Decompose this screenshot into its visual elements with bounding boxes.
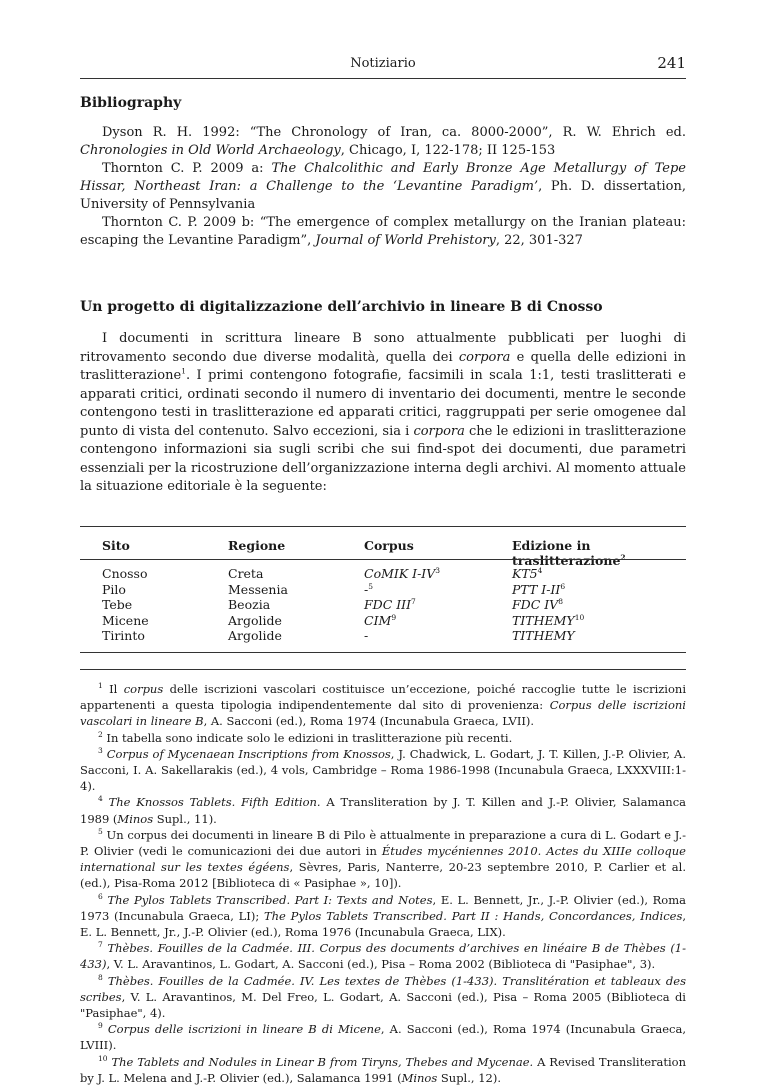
table-cell: Micene — [102, 612, 149, 628]
table-cell: Tebe — [102, 597, 133, 612]
table-top-rule — [80, 526, 686, 527]
table-cell: Argolide — [228, 628, 282, 643]
table-cell: TITHEMY — [512, 628, 575, 643]
footnote: $^3$ Corpus of Mycenaean Inscriptions from Knossos, J. Chadwick, L. Godart, J. T. Killen, J.-P. Olivier, A. Sacconi, I. A. Sakellarakis (ed.), 4 vols, Cambridge – Roma 1986-1998 (Incunabula Graeca, LXXXVIII:1-4). — [80, 745, 686, 794]
table-cell: CIM$^9$ — [364, 612, 397, 628]
article-title: Un progetto di digitalizzazione dell’archivio in lineare B di Cnosso — [80, 299, 603, 315]
page — [80, 0, 687, 1085]
table-header-edition: Edizione in traslitterazione$^2$ — [512, 538, 626, 568]
table-cell: Pilo — [102, 581, 126, 597]
page-number: 241 — [657, 54, 686, 72]
bibliography-heading: Bibliography — [80, 95, 182, 111]
table-column-corpus — [364, 566, 440, 644]
table-header-region: Regione — [228, 538, 286, 553]
table-cell: Tirinto — [102, 628, 145, 643]
table-cell: FDC $IV^8$ — [512, 596, 563, 612]
table-header-corpus: Corpus — [364, 538, 414, 553]
header-rule — [80, 78, 686, 79]
footnote: $^9$ Corpus delle iscrizioni in lineare B di Micene, A. Sacconi (ed.), Roma 1974 (Incunabula Graeca, LVIII). — [80, 1021, 686, 1053]
table-cell: Messenia — [228, 581, 288, 597]
table-cell: Cnosso — [102, 566, 148, 581]
bibliography-entry: Dyson R. H. 1992: “The Chronology of Iran, ca. 8000-2000”, R. W. Ehrich ed. Chronologies in Old World Archaeology, Chicago, I, 122-178; II 125-153 — [80, 125, 686, 158]
table-cell: FDC III$^7$ — [364, 596, 416, 612]
table-cell: Creta — [228, 566, 264, 581]
footnote: $^4$ The Knossos Tablets. Fifth Edition. A Transliteration by J. T. Killen and J.-P. Olivier, Salamanca 1989 (Minos Supl., 11). — [80, 794, 687, 826]
running-title: Notiziario — [350, 56, 416, 71]
footnote: $^6$ The Pylos Tablets Transcribed. Part I: Texts and Notes, E. L. Bennett, Jr., J.-P. Olivier (ed.), Roma 1973 (Incunabula Graeca, LI); The Pylos Tablets Transcribed. Part II : Hands, Concordances, Indices, E. L. Bennett, Jr., J.-P. Olivier (ed.), Roma 1976 (Incunabula Graeca, LIX). — [80, 891, 687, 940]
table-cell: $KT5^4$ — [512, 565, 543, 581]
table-cell: TITHEMY$^{10}$ — [512, 612, 585, 628]
footnote: $^2$ In tabella sono indicate solo le edizioni in traslitterazione più recenti. — [98, 729, 513, 745]
footnote: $^8$ Thèbes. Fouilles de la Cadmée. IV. Les textes de Thèbes (1-433). Translitération et tableaux des scribes, V. L. Aravantinos, M. Del Freo, L. Godart, A. Sacconi (ed.), Pisa – Roma 2005 (Biblioteca di "Pasiphae", 4). — [80, 972, 686, 1021]
table-column-site — [102, 566, 149, 644]
bibliography-entry: Thornton C. P. 2009 b: “The emergence of complex metallurgy on the Iranian plateau: escaping the Levantine Paradigm”, Journal of World Prehistory, 22, 301-327 — [80, 215, 686, 248]
footnote: $^7$ Thèbes. Fouilles de la Cadmée. III. Corpus des documents d’archives en linéaire B de Thèbes (1-433), V. L. Aravantinos, L. Godart, A. Sacconi (ed.), Pisa – Roma 2002 (Biblioteca di "Pasiphae", 3). — [80, 940, 687, 972]
table-cell: Argolide — [228, 612, 282, 628]
bibliography-list — [80, 124, 686, 250]
table-cell: PTT $I-II^6$ — [512, 581, 566, 597]
table-cell: CoMIK $I-IV^3$ — [364, 565, 441, 581]
article-paragraph: I documenti in scrittura lineare B sono attualmente pubblicati per luoghi di ritrovamento secondo due diverse modalità, quella dei corpora e quella delle edizioni in traslitterazione$^1$. I primi contengono fotografie, facsimili in scala 1:1, testi traslitterati e apparati critici, ordinati secondo il numero di inventario dei documenti, mentre le seconde contengono testi in traslitterazione ed apparati critici, raggruppati per serie omogenee dal punto di vista del contenuto. Salvo eccezioni, sia i corpora che le edizioni in traslitterazione contengono informazioni sia sugli scribi che sui find-spot dei documenti, due parametri essenziali per la ricostruzione dell’organizzazione interna degli archivi. Al momento attuale la situazione editoriale è la seguente: — [80, 331, 687, 494]
table-bottom-rule — [80, 652, 686, 653]
table-column-edition — [512, 566, 584, 644]
bibliography-entry: Thornton C. P. 2009 a: The Chalcolithic and Early Bronze Age Metallurgy of Tepe Hissar, Northeast Iran: a Challenge to the ‘Levantine Paradigm’, Ph. D. dissertation, University of Pennsylvania — [80, 161, 686, 212]
table-header-site: Sito — [102, 538, 130, 553]
table-header-rule — [80, 559, 686, 560]
running-head — [80, 52, 686, 74]
footnote-rule — [80, 669, 686, 670]
footnote: $^1$ Il corpus delle iscrizioni vascolari costituisce un’eccezione, poiché raccoglie tutte le iscrizioni appartenenti a questa tipologia indipendentemente dal sito di provenienza: Corpus delle iscrizioni vascolari in lineare B, A. Sacconi (ed.), Roma 1974 (Incunabula Graeca, LVII). — [80, 681, 686, 729]
table-cell: Beozia — [228, 597, 271, 612]
footnote: $^{10}$ The Tablets and Nodules in Linear B from Tiryns, Thebes and Mycenae. A Revised Transliteration by J. L. Melena and J.-P. Olivier (ed.), Salamanca 1991 (Minos Supl., 12). — [80, 1053, 687, 1085]
table-column-region — [228, 566, 288, 644]
footnotes — [80, 681, 686, 1086]
table-cell: -$^5$ — [364, 581, 374, 597]
footnote: $^5$ Un corpus dei documenti in lineare B di Pilo è attualmente in preparazione a cura di L. Godart e J.-P. Olivier (vedi le comunicazioni dei due autori in Études mycéniennes 2010. Actes du XIIIe colloque international sur les textes égéens, Sèvres, Paris, Nanterre, 20-23 septembre 2010, P. Carlier et al. (ed.), Pisa-Roma 2012 [Biblioteca di « Pasiphae », 10]). — [80, 827, 686, 891]
table-cell: - — [364, 628, 369, 643]
